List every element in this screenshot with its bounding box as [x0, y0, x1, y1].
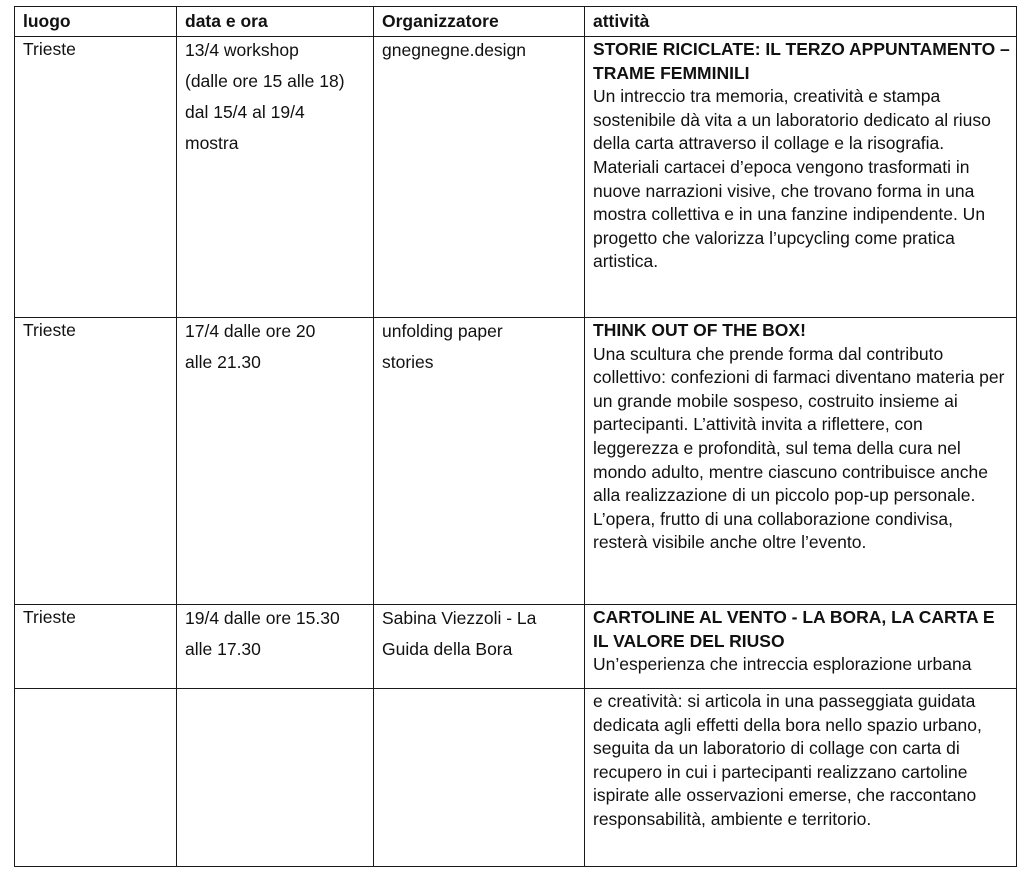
organizer-line: gnegnegne.design: [382, 40, 527, 60]
cell-attivita: [585, 37, 1017, 318]
cell-organizzatore-empty: [374, 689, 585, 867]
cell-data-e-ora: [177, 605, 374, 689]
events-table: [14, 6, 1017, 867]
cell-data-e-ora: [177, 37, 374, 318]
header-row: [15, 7, 1017, 37]
header-organizzatore: Organizzatore: [374, 7, 585, 37]
organizer-line: unfolding paper: [382, 321, 503, 341]
activity-description: Un’esperienza che intreccia esplorazione urbana: [593, 654, 972, 675]
organizer-line: stories: [382, 352, 434, 372]
header-attivita: attività: [585, 7, 1017, 37]
table-row: [15, 318, 1017, 605]
cell-data-e-ora: [177, 318, 374, 605]
table-row-continuation: [15, 689, 1017, 867]
cell-attivita: [585, 318, 1017, 605]
cell-luogo: Trieste: [15, 37, 177, 318]
table-row: [15, 605, 1017, 689]
cell-luogo-empty: [15, 689, 177, 867]
organizer-line: Sabina Viezzoli - La: [382, 608, 537, 628]
data-line: alle 21.30: [185, 352, 261, 372]
cell-luogo: Trieste: [15, 318, 177, 605]
cell-attivita: [585, 605, 1017, 689]
cell-luogo: Trieste: [15, 605, 177, 689]
data-line: dal 15/4 al 19/4: [185, 102, 305, 122]
header-luogo: luogo: [15, 7, 177, 37]
cell-data-empty: [177, 689, 374, 867]
header-data-e-ora: data e ora: [177, 7, 374, 37]
activity-title: CARTOLINE AL VENTO - LA BORA, LA CARTA E IL VALORE DEL RIUSO: [593, 607, 995, 651]
data-line: 17/4 dalle ore 20: [185, 321, 316, 341]
cell-attivita: [585, 689, 1017, 867]
organizer-line: Guida della Bora: [382, 639, 513, 659]
cell-organizzatore: [374, 318, 585, 605]
data-line: (dalle ore 15 alle 18): [185, 71, 345, 91]
activity-title: STORIE RICICLATE: IL TERZO APPUNTAMENTO – TRAME FEMMINILI: [593, 39, 1010, 83]
data-line: 13/4 workshop: [185, 40, 299, 60]
activity-description: Un intreccio tra memoria, creatività e stampa sostenibile dà vita a un laboratorio dedicato al riuso della carta attraverso il collage e la risografia. Materiali cartacei d’epoca vengono trasformati in nuove narrazioni visive, che trovano forma in una mostra collettiva e in una fanzine indipendente. Un progetto che valorizza l’upcycling come pratica artistica.: [593, 86, 991, 272]
activity-title: THINK OUT OF THE BOX!: [593, 320, 806, 340]
activity-description: Una scultura che prende forma dal contributo collettivo: confezioni di farmaci diventano materia per un grande mobile sospeso, costruito insieme ai partecipanti. L’attività invita a riflettere, con leggerezza e profondità, sul tema della cura nel mondo adulto, mentre ciascuno contribuisce anche alla realizzazione di un piccolo pop-up personale. L’opera, frutto di una collaborazione condivisa, resterà visibile anche oltre l’evento.: [593, 343, 1005, 553]
data-line: 19/4 dalle ore 15.30: [185, 608, 340, 628]
data-line: mostra: [185, 133, 239, 153]
data-line: alle 17.30: [185, 639, 261, 659]
cell-organizzatore: [374, 605, 585, 689]
cell-organizzatore: [374, 37, 585, 318]
activity-description: e creatività: si articola in una passeggiata guidata dedicata agli effetti della bora nello spazio urbano, seguita da un laboratorio di collage con carta di recupero in cui i partecipanti realizzano cartoline ispirate alle osservazioni emerse, che raccontano responsabilità, ambiente e territorio.: [593, 691, 982, 829]
table-row: [15, 37, 1017, 318]
